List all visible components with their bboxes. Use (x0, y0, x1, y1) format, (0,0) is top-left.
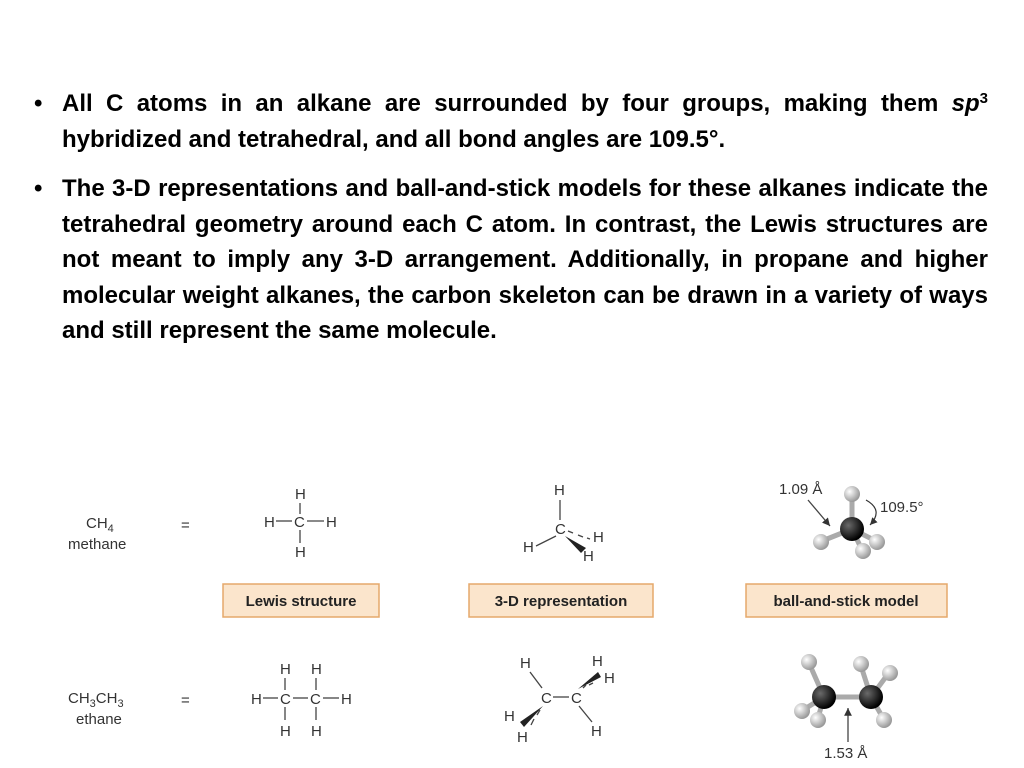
svg-text:H: H (591, 723, 602, 740)
methane-lewis-structure (264, 486, 337, 561)
svg-text:H: H (554, 482, 565, 499)
svg-text:H: H (311, 661, 322, 678)
bullet-dot: • (34, 90, 43, 117)
ethane-lewis-structure (251, 661, 352, 740)
bond-angle-label: 109.5° (880, 499, 924, 516)
ethane-name: ethane (76, 711, 122, 728)
methane-name: methane (68, 536, 127, 553)
svg-text:H: H (264, 514, 275, 531)
svg-text:H: H (592, 653, 603, 670)
bullet-text: hybridized and tetrahedral, and all bond angles are 109.5°. (62, 125, 726, 153)
methane-formula: $CH_4$ (86, 515, 114, 535)
svg-text:C: C (571, 690, 582, 707)
svg-text:H: H (604, 670, 615, 687)
bullet-dot: • (34, 175, 43, 202)
ball-and-stick-label (746, 584, 947, 617)
svg-text:C: C (280, 691, 291, 708)
ch-bond-length: 1.09 Å (779, 481, 823, 498)
hybrid-label: sp (951, 90, 980, 117)
svg-text:ball-and-stick model: ball-and-stick model (773, 593, 919, 610)
svg-text:H: H (280, 723, 291, 740)
svg-text:C: C (294, 514, 305, 531)
lewis-structure-label (223, 584, 379, 617)
bullet-text: The 3-D representations and ball-and-stick models for these alkanes indicate the tetrahedral geometry around each C atom. In contrast, the Lewis structures are not meant to imply any 3-D arrangement. Additionally, in propane and higher molecular weight alkanes, the carbon skeleton can be drawn in a variety of ways and still represent the same molecule. (62, 175, 988, 344)
3d-representation-label (469, 584, 653, 617)
equals-sign: = (181, 692, 190, 709)
svg-text:C: C (555, 521, 566, 538)
svg-text:H: H (280, 661, 291, 678)
svg-text:H: H (251, 691, 262, 708)
svg-text:H: H (583, 548, 594, 565)
ethane-3d-representation (504, 653, 615, 746)
methane-ball-and-stick-model (779, 481, 924, 559)
svg-text:H: H (520, 655, 531, 672)
methane-3d-representation (523, 482, 604, 565)
hybrid-superscript: 3 (979, 90, 988, 107)
svg-text:H: H (326, 514, 337, 531)
svg-text:H: H (295, 544, 306, 561)
svg-text:H: H (341, 691, 352, 708)
svg-text:H: H (517, 729, 528, 746)
svg-text:H: H (295, 486, 306, 503)
bullet-text: All C atoms in an alkane are surrounded by four groups, making them (62, 90, 952, 117)
svg-text:Lewis structure: Lewis structure (245, 593, 357, 610)
svg-text:3-D representation: 3-D representation (494, 593, 628, 610)
svg-text:C: C (310, 691, 321, 708)
equals-sign: = (181, 517, 190, 534)
ethane-ball-and-stick-model (794, 654, 898, 762)
cc-bond-length: 1.53 Å (824, 745, 868, 762)
ethane-formula: $CH_3CH_3$ (68, 690, 124, 710)
svg-text:H: H (593, 529, 604, 546)
svg-text:H: H (311, 723, 322, 740)
svg-text:C: C (541, 690, 552, 707)
svg-text:H: H (504, 708, 515, 725)
svg-text:H: H (523, 539, 534, 556)
